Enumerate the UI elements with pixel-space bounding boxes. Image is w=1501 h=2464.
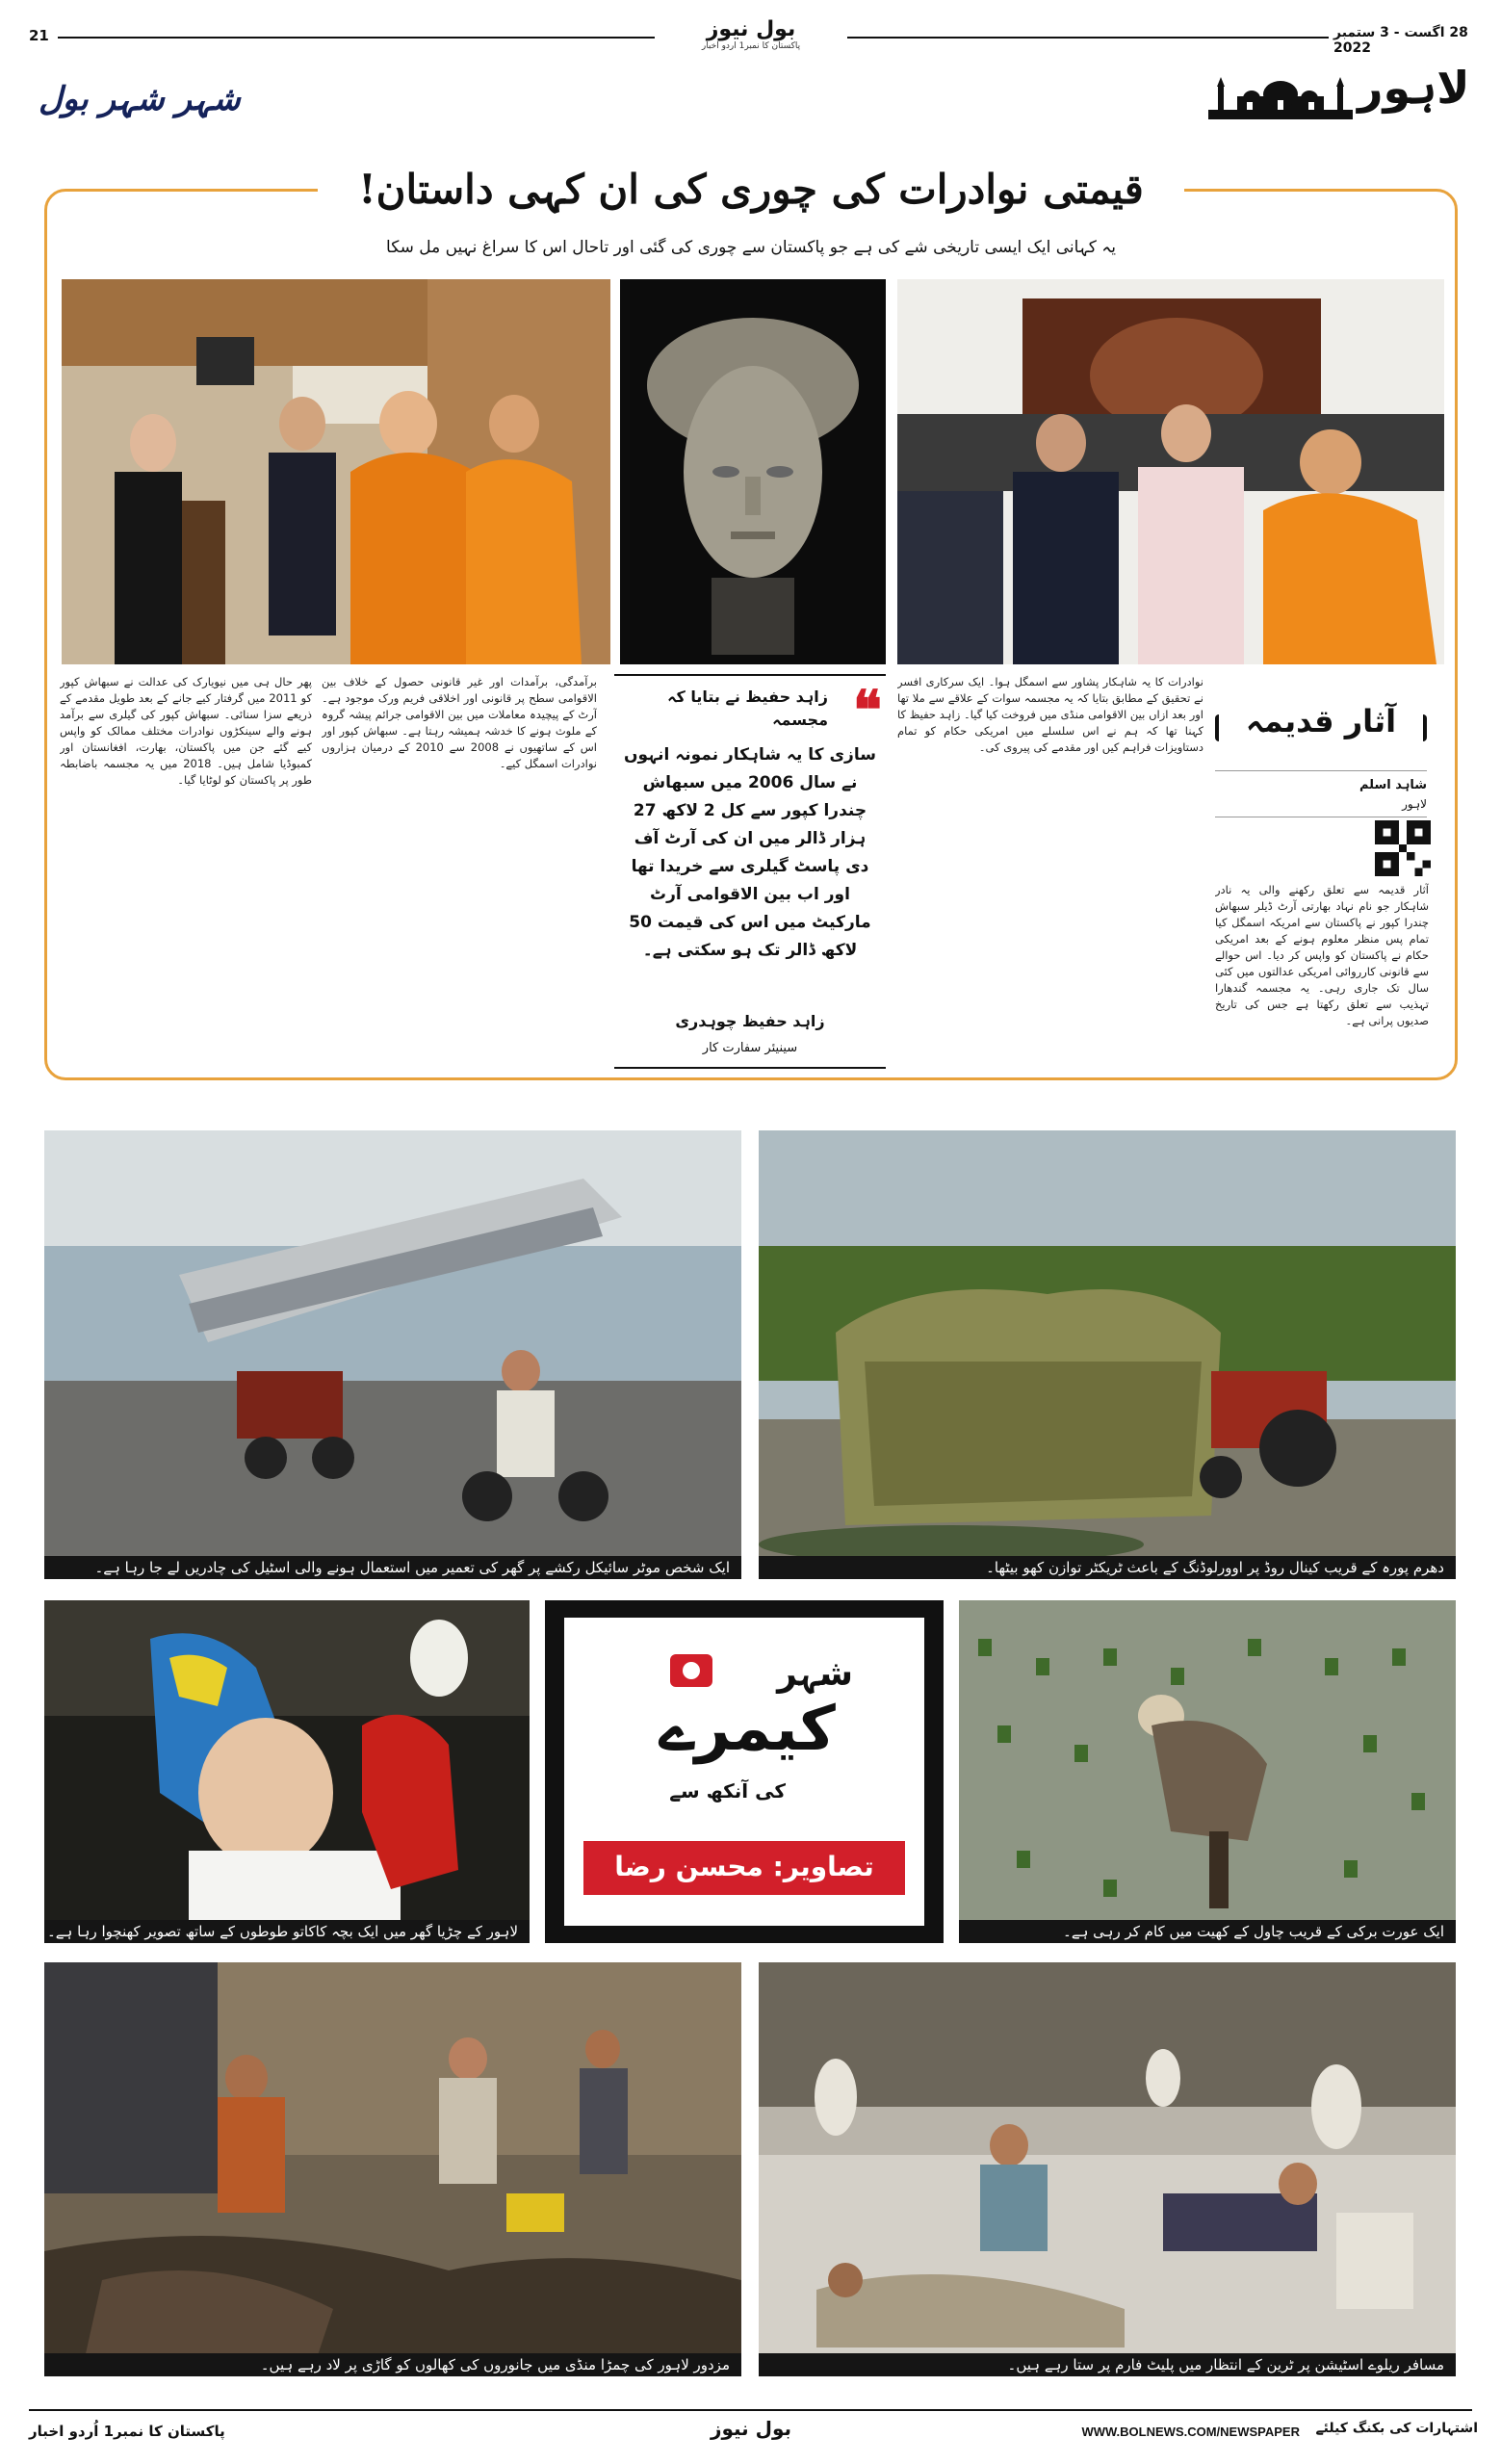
photo-caption: ایک شخص موٹر سائیکل رکشے پر گھر کی تعمیر میں استعمال ہونے والی اسٹیل کی چادریں لے جا رہا ہے۔	[44, 1556, 741, 1579]
footer-masthead: بول نیوز	[710, 2417, 792, 2440]
section-logo-right: لاہور	[1358, 62, 1470, 114]
photo-diplomat-with-monks	[62, 279, 610, 664]
masthead-logo: بول نیوز	[706, 17, 796, 41]
masthead	[674, 17, 828, 51]
footer-ad-booking: اشتہارات کی بکنگ کیلئے	[1315, 2421, 1478, 2436]
photo-tractor-overloaded	[759, 1130, 1456, 1579]
article-headline: قیمتی نوادرات کی چوری کی ان کہی داستان!	[358, 166, 1144, 213]
lahore-skyline-icon	[1208, 67, 1353, 125]
masthead-tagline: پاکستان کا نمبر1 اردو اخبار	[701, 41, 801, 51]
article-column-1: آثار قدیمہ سے تعلق رکھنے والی یہ نادر شاہکار جو نام نہاد بھارتی آرٹ ڈیلر سبھاش چندرا کپور نے پاکستان سے امریکہ اسمگل کیا تمام پس منظر معلوم ہونے کے بعد امریکی حکام نے پاکستان کو واپس کر دیا۔ اس حوالے سے قانونی کارروائی امریکی عدالتوں میں کئی سال تک جاری رہی۔ یہ مجسمہ گندھارا تہذیب سے تعلق رکھتا ہے جس کی تاریخ صدیوں پرانی ہے۔	[1215, 883, 1429, 1027]
photo-rice-paddy-worker	[959, 1600, 1456, 1943]
photo-caption: لاہور کے چڑیا گھر میں ایک بچہ کاکاتو طوطوں کے ساتھ تصویر کھنچوا رہا ہے۔	[44, 1920, 530, 1943]
byline-city: لاہور	[1402, 797, 1427, 811]
photo-caption: ایک عورت برکی کے قریب چاول کے کھیت میں کام کر رہی ہے۔	[959, 1920, 1456, 1943]
photo-leather-market-workers	[44, 1962, 741, 2376]
photo-railway-passengers	[759, 1962, 1456, 2376]
quote-body: سازی کا یہ شاہکار نمونہ انہوں نے سال 2006 میں سبھاش چندرا کپور سے کل 2 لاکھ 27 ہزار ڈالر میں ان کی آرٹ آف دی پاسٹ گیلری سے خریدا تھا اور اب بین الاقوامی آرٹ مارکیٹ میں اس کی قیمت 50 لاکھ ڈالر تک ہو سکتی ہے۔	[624, 745, 876, 960]
article-column-3: برآمدگی، برآمدات اور غیر قانونی حصول کے خلاف بین الاقوامی سطح پر قانونی اور اخلاقی فریم ورک موجود ہے۔ آرٹ کے پیچیدہ معاملات میں بین الاقوامی جرائم پیشہ گروہ کے ملوث ہونے کا خدشہ ہمیشہ رہتا ہے۔ سبھاش کپور اور اس کے ساتھیوں نے 2008 سے 2010 کے درمیان ہزاروں نوادرات اسمگل کیے۔	[322, 675, 597, 770]
quote-name: زاہد حفیظ چوہدری	[675, 1012, 825, 1030]
promo-credit: تصاویر: محسن رضا	[614, 1851, 874, 1882]
issue-date: 28 اگست - 3 ستمبر 2022	[1333, 25, 1468, 56]
article-column-2: نوادرات کا یہ شاہکار پشاور سے اسمگل ہوا۔ ایک سرکاری افسر نے تحقیق کے مطابق بتایا کہ یہ مجسمہ سوات کے علاقے سے ملا تھا اور بعد ازاں بین الاقوامی منڈی میں فروخت کیا گیا۔ زاہد حفیظ کا کہنا تھا کہ ہم نے اس سلسلے میں امریکی حکام کو تمام دستاویزات فراہم کیں اور مقدمے کی پیروی کی۔	[897, 675, 1203, 754]
pull-quote	[614, 674, 886, 1069]
photo-ceremony-audience	[897, 279, 1444, 664]
quote-title: سینیئر سفارت کار	[702, 1041, 798, 1055]
category-badge	[1215, 703, 1427, 757]
top-rule-right	[847, 37, 1329, 39]
byline-author: شاہد اسلم	[1359, 778, 1427, 792]
category-ornament-icon	[1410, 714, 1427, 741]
category-label: آثار قدیمہ	[1245, 703, 1397, 739]
photo-caption: دھرم پورہ کے قریب کینال روڈ پر اوورلوڈنگ کے باعث ٹریکٹر توازن کھو بیٹھا۔	[759, 1556, 1456, 1579]
photo-child-with-parrots	[44, 1600, 530, 1943]
footer-url[interactable]: WWW.BOLNEWS.COM/NEWSPAPER	[1081, 2425, 1300, 2439]
quote-mark-icon: ❝	[852, 679, 882, 742]
city-camera-promo	[545, 1600, 944, 1943]
section-logo-left: شہر شہر بول	[39, 80, 241, 118]
promo-eye-word: کی آنکھ سے	[669, 1779, 786, 1803]
photo-steel-sheets-rickshaw	[44, 1130, 741, 1579]
photo-gandhara-head-sculpture	[620, 279, 886, 664]
promo-city-word: شہر	[777, 1654, 853, 1694]
article-column-4: پھر حال ہی میں نیویارک کی عدالت نے سبھاش کپور کو 2011 میں گرفتار کیے جانے کے بعد طویل مقدمے کے ذریعے سزا سنائی۔ سبھاش کپور کی گیلری سے برآمد ہونے والے سینکڑوں نوادرات مختلف ممالک کو واپس کیے گئے جن میں پاکستان، بھارت، افغانستان اور کمبوڈیا شامل ہیں۔ 2018 میں یہ مجسمہ باضابطہ طور پر پاکستان کو لوٹایا گیا۔	[60, 675, 312, 787]
promo-camera-word: کیمرے	[659, 1694, 836, 1765]
camera-icon	[670, 1654, 712, 1687]
category-ornament-icon	[1215, 714, 1232, 741]
photo-caption: مسافر ریلوے اسٹیشن پر ٹرین کے انتظار میں پلیٹ فارم پر ستا رہے ہیں۔	[759, 2353, 1456, 2376]
footer-rule	[29, 2409, 1472, 2411]
quote-intro: زاہد حفیظ نے بتایا کہ مجسمہ	[667, 687, 828, 729]
photo-caption: مزدور لاہور کی چمڑا منڈی میں جانوروں کی کھالوں کو گاڑی پر لاد رہے ہیں۔	[44, 2353, 741, 2376]
page-number: 21	[29, 27, 49, 44]
footer-tagline: پاکستان کا نمبر1 اُردو اخبار	[29, 2423, 225, 2440]
article-subheadline: یہ کہانی ایک ایسی تاریخی شے کی ہے جو پاکستان سے چوری کی گئی اور تاحال اس کا سراغ نہیں مل سکا	[386, 238, 1116, 257]
top-rule-left	[58, 37, 655, 39]
byline-rule	[1215, 770, 1427, 771]
qr-code-icon	[1375, 820, 1431, 876]
